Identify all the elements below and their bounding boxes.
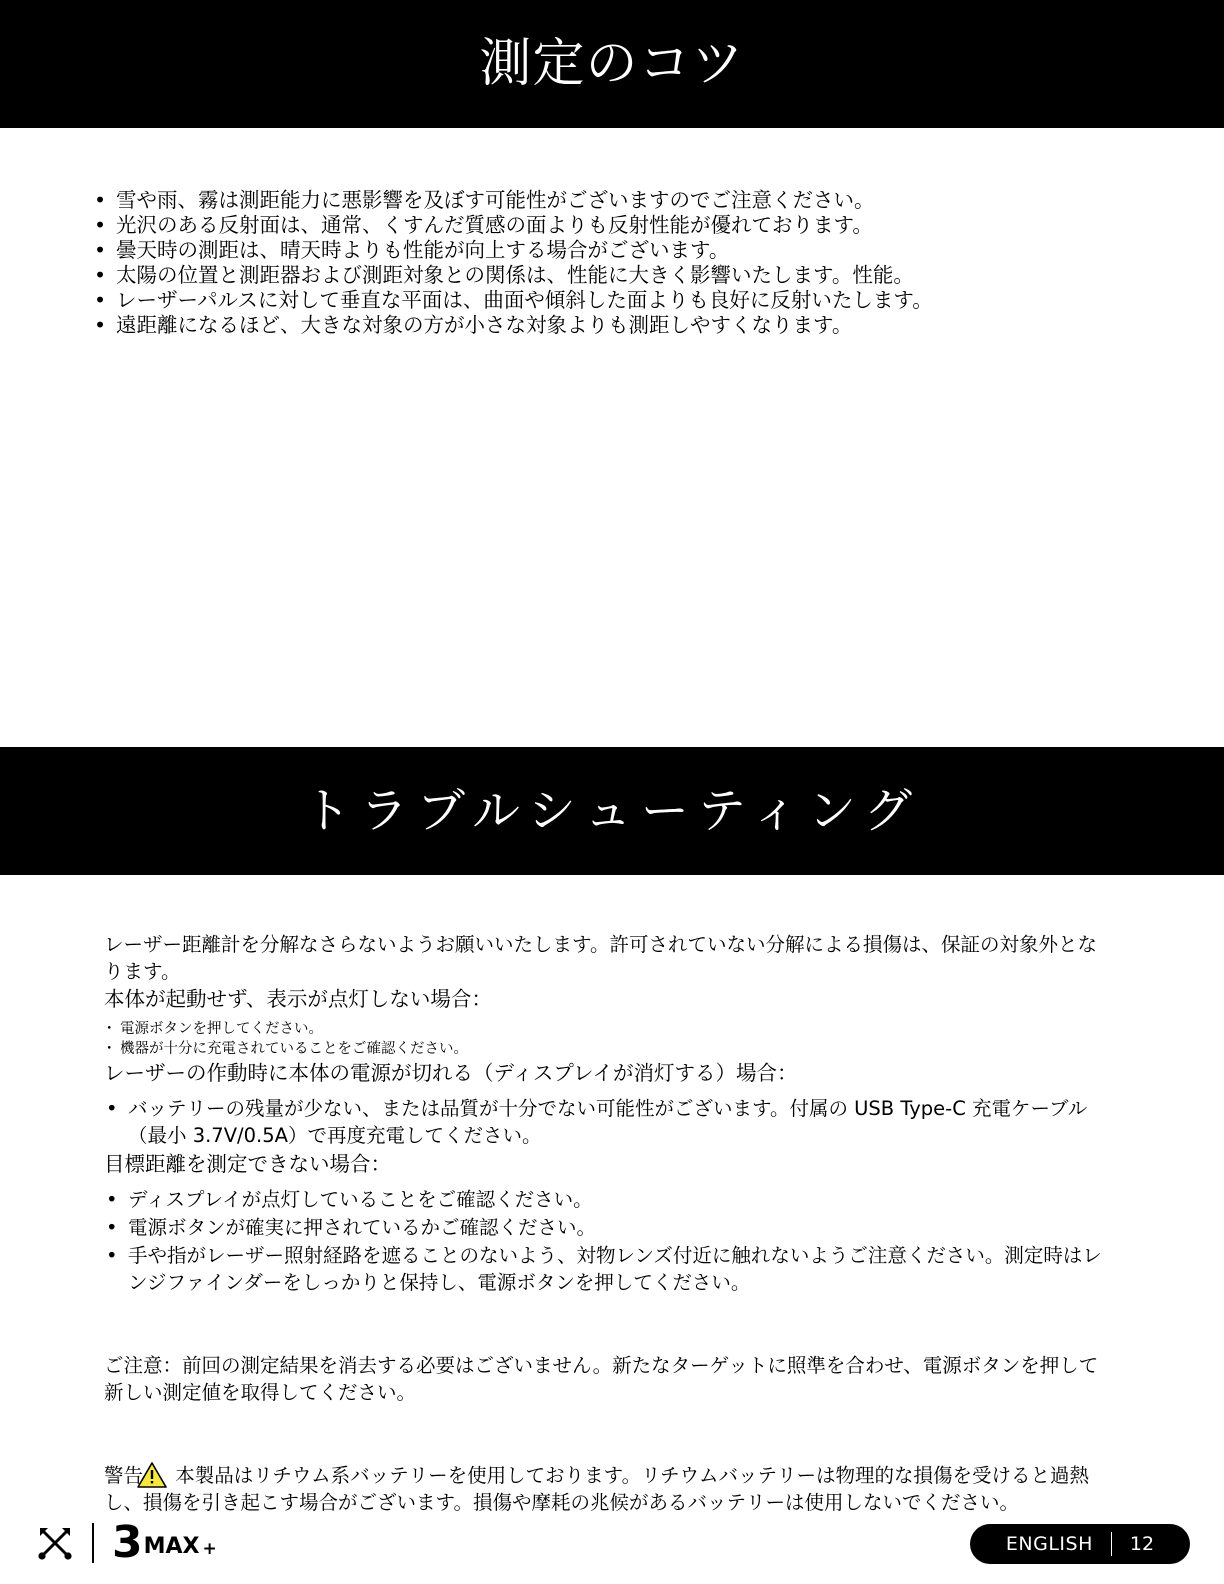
tips-banner-title: 測定のコツ — [479, 34, 745, 94]
brand-number: 3 — [112, 1517, 142, 1568]
brand-lockup — [112, 1517, 217, 1568]
list-item: • 遠距離になるほど、大きな対象の方が小さな対象よりも測距しやすくなります。 — [88, 313, 1224, 338]
list-item: ・ 機器が十分に充電されていることをご確認ください。 — [104, 1039, 1112, 1059]
brand-plus-text: + — [202, 1539, 217, 1559]
footer-page-number: 12 — [1129, 1533, 1155, 1555]
list-item: • 雪や雨、霧は測距能力に悪影響を及ぼす可能性がございますのでご注意ください。 — [88, 188, 1224, 213]
list-item: • バッテリーの残量が少ない、または品質が十分でない可能性がございます。付属の USB Type-C 充電ケーブル（最小 3.7V/0.5A）で再度充電してください。 — [104, 1095, 1112, 1149]
list-item: • レーザーパルスに対して垂直な平面は、曲面や傾斜した面よりも良好に反射いたします。 — [88, 288, 1224, 313]
warning-label: 警告 — [104, 1464, 144, 1487]
footer-language-label: ENGLISH — [1005, 1533, 1093, 1555]
troubleshooting-intro: レーザー距離計を分解なさらないようお願いいたします。許可されていない分解による損傷は、保証の対象外となります。 — [104, 933, 1097, 983]
page-footer — [0, 1492, 1224, 1584]
list-item: • 電源ボタンが確実に押されているかご確認ください。 — [104, 1214, 1112, 1241]
list-item: • 手や指がレーザー照射経路を遮ることのないよう、対物レンズ付近に触れないようご注意ください。測定時はレンジファインダーをしっかりと保持し、電源ボタンを押してください。 — [104, 1242, 1112, 1296]
footer-divider — [92, 1523, 94, 1563]
tips-bullet-list — [88, 188, 1224, 338]
crossed-tools-logo-icon — [34, 1522, 76, 1564]
case1-list — [104, 1019, 1112, 1059]
troubleshooting-note: ご注意：前回の測定結果を消去する必要はございません。新たなターゲットに照準を合わせ、電源ボタンを押して新しい測定値を取得してください。 — [104, 1354, 1099, 1404]
footer-page-badge — [970, 1524, 1190, 1564]
case3-list — [104, 1186, 1112, 1296]
list-item: • ディスプレイが点灯していることをご確認ください。 — [104, 1186, 1112, 1213]
warning-triangle-icon — [137, 1462, 167, 1488]
list-item: ・ 電源ボタンを押してください。 — [104, 1019, 1112, 1039]
brand-max-text: MAX — [143, 1534, 200, 1559]
case1-heading: 本体が起動せず、表示が点灯しない場合： — [104, 987, 492, 1011]
case2-heading: レーザーの作動時に本体の電源が切れる（ディスプレイが消灯する）場合： — [104, 1061, 798, 1085]
case3-heading: 目標距離を測定できない場合： — [104, 1152, 391, 1176]
list-item: • 曇天時の測距は、晴天時よりも性能が向上する場合がございます。 — [88, 238, 1224, 263]
warning-text: 本製品はリチウム系バッテリーを使用しております。リチウムバッテリーは物理的な損傷を受けると過熱し、損傷を引き起こす場合がございます。損傷や摩耗の兆候があるバッテリーは使用しないでください。 — [104, 1464, 1089, 1514]
list-item: • 光沢のある反射面は、通常、くすんだ質感の面よりも反射性能が優れております。 — [88, 213, 1224, 238]
case2-list — [104, 1095, 1112, 1149]
section-banner-tips — [0, 0, 1224, 128]
list-item: • 太陽の位置と測距器および測距対象との関係は、性能に大きく影響いたします。性能。 — [88, 263, 1224, 288]
troubleshooting-content — [0, 875, 1224, 1516]
tips-content — [0, 128, 1224, 338]
section-banner-troubleshooting — [0, 747, 1224, 875]
troubleshooting-banner-title: トラブルシューティング — [302, 783, 922, 839]
footer-brand — [34, 1517, 217, 1568]
